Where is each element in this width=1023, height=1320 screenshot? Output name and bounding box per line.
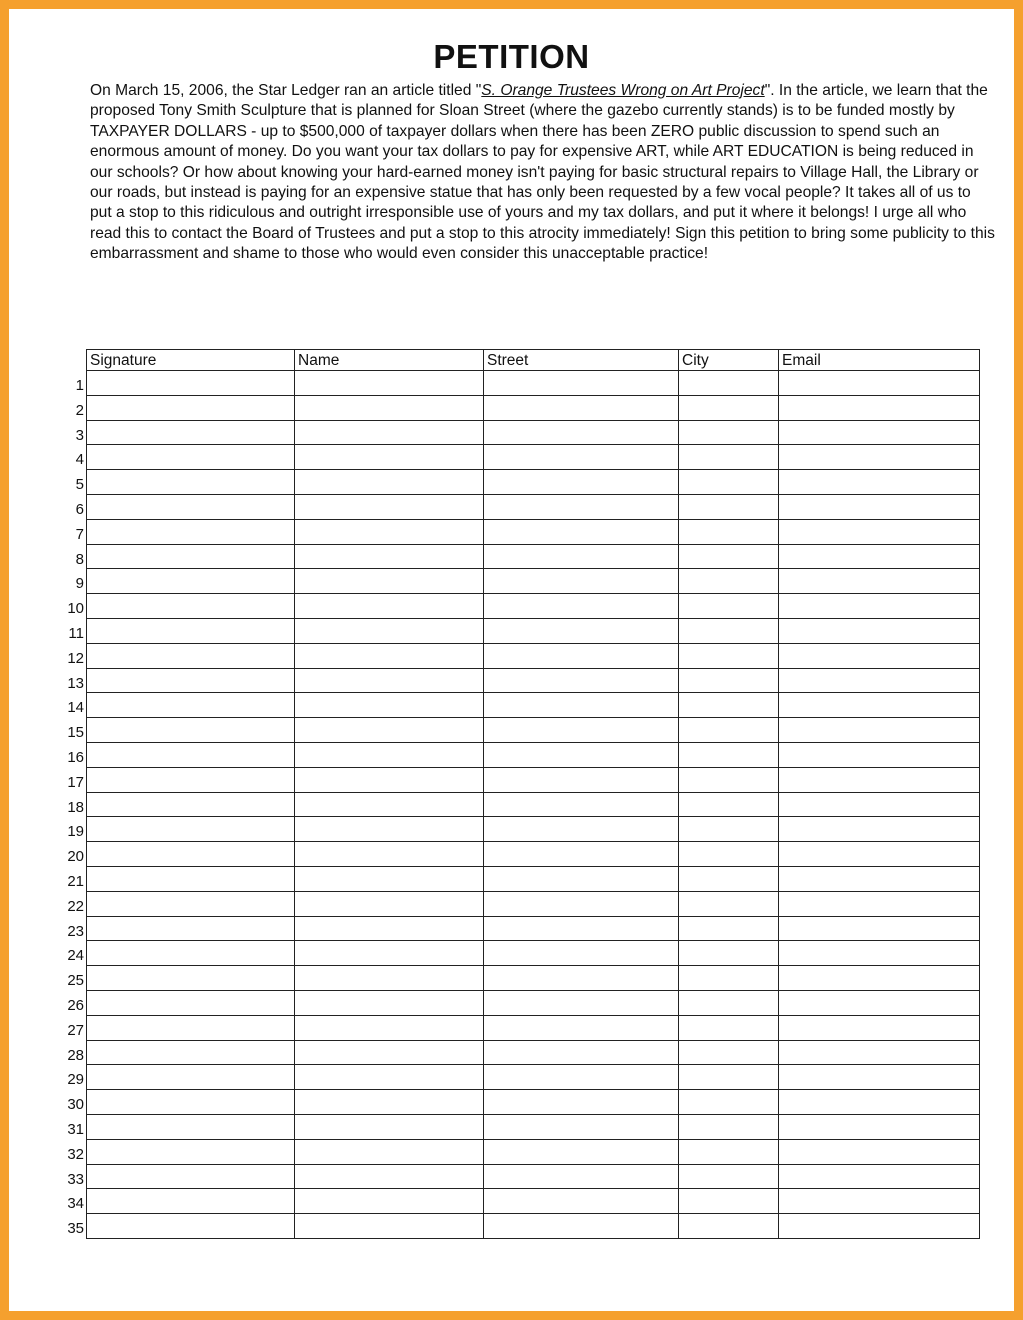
signature-cell-name[interactable] <box>295 1090 484 1115</box>
signature-cell-signature[interactable] <box>87 693 295 718</box>
signature-cell-email[interactable] <box>779 792 980 817</box>
row-number: 15 <box>67 724 84 741</box>
signature-cell-email[interactable] <box>779 1065 980 1090</box>
signature-cell-city[interactable] <box>679 668 779 693</box>
row-number: 34 <box>67 1195 84 1212</box>
signature-cell-signature[interactable] <box>87 395 295 420</box>
signature-cell-email[interactable] <box>779 718 980 743</box>
signature-cell-signature[interactable] <box>87 1214 295 1239</box>
signature-cell-city[interactable] <box>679 445 779 470</box>
signature-cell-name[interactable] <box>295 494 484 519</box>
signature-cell-city[interactable] <box>679 594 779 619</box>
signature-cell-name[interactable] <box>295 445 484 470</box>
row-number: 16 <box>67 749 84 766</box>
signature-cell-signature[interactable] <box>87 916 295 941</box>
signature-cell-name[interactable] <box>295 1114 484 1139</box>
signature-cell-name[interactable] <box>295 470 484 495</box>
signature-cell-name[interactable] <box>295 1040 484 1065</box>
article-title: S. Orange Trustees Wrong on Art Project <box>481 82 765 99</box>
signature-rows <box>87 371 980 1239</box>
signature-cell-email[interactable] <box>779 1189 980 1214</box>
signature-cell-name[interactable] <box>295 718 484 743</box>
signature-cell-name[interactable] <box>295 618 484 643</box>
signature-cell-street[interactable] <box>484 767 679 792</box>
document-title: PETITION <box>433 38 590 75</box>
signature-cell-city[interactable] <box>679 866 779 891</box>
signature-cell-email[interactable] <box>779 445 980 470</box>
signature-cell-street[interactable] <box>484 817 679 842</box>
row-number: 28 <box>67 1047 84 1064</box>
table-row <box>87 494 980 519</box>
signature-cell-signature[interactable] <box>87 1189 295 1214</box>
table-row <box>87 718 980 743</box>
signature-cell-email[interactable] <box>779 544 980 569</box>
signature-cell-city[interactable] <box>679 990 779 1015</box>
signature-cell-street[interactable] <box>484 693 679 718</box>
signature-cell-name[interactable] <box>295 519 484 544</box>
signature-table <box>86 349 980 1239</box>
row-number: 13 <box>67 675 84 692</box>
table-row <box>87 445 980 470</box>
signature-cell-email[interactable] <box>779 371 980 396</box>
signature-cell-city[interactable] <box>679 420 779 445</box>
signature-cell-name[interactable] <box>295 1189 484 1214</box>
signature-cell-signature[interactable] <box>87 1114 295 1139</box>
signature-cell-signature[interactable] <box>87 891 295 916</box>
signature-cell-street[interactable] <box>484 494 679 519</box>
signature-cell-email[interactable] <box>779 420 980 445</box>
signature-cell-street[interactable] <box>484 470 679 495</box>
signature-cell-email[interactable] <box>779 891 980 916</box>
table-row <box>87 420 980 445</box>
table-header-row <box>87 350 980 371</box>
signature-cell-name[interactable] <box>295 643 484 668</box>
signature-cell-signature[interactable] <box>87 1090 295 1115</box>
signature-cell-email[interactable] <box>779 916 980 941</box>
table-row <box>87 1040 980 1065</box>
signature-cell-signature[interactable] <box>87 1139 295 1164</box>
table-row <box>87 1189 980 1214</box>
signature-cell-name[interactable] <box>295 941 484 966</box>
signature-cell-city[interactable] <box>679 941 779 966</box>
signature-cell-name[interactable] <box>295 792 484 817</box>
signature-cell-signature[interactable] <box>87 767 295 792</box>
signature-cell-street[interactable] <box>484 1114 679 1139</box>
row-number: 26 <box>67 997 84 1014</box>
signature-cell-signature[interactable] <box>87 668 295 693</box>
row-number: 10 <box>67 600 84 617</box>
signature-cell-signature[interactable] <box>87 866 295 891</box>
row-number: 8 <box>75 551 84 568</box>
signature-cell-name[interactable] <box>295 693 484 718</box>
signature-cell-street[interactable] <box>484 519 679 544</box>
signature-cell-name[interactable] <box>295 990 484 1015</box>
signature-cell-street[interactable] <box>484 916 679 941</box>
signature-cell-city[interactable] <box>679 1040 779 1065</box>
signature-cell-signature[interactable] <box>87 941 295 966</box>
row-number: 9 <box>75 575 84 592</box>
signature-cell-signature[interactable] <box>87 1040 295 1065</box>
table-row <box>87 594 980 619</box>
signature-cell-name[interactable] <box>295 742 484 767</box>
signature-cell-email[interactable] <box>779 395 980 420</box>
row-number: 21 <box>67 873 84 890</box>
table-row <box>87 569 980 594</box>
row-number: 31 <box>67 1121 84 1138</box>
table-row <box>87 1065 980 1090</box>
signature-cell-street[interactable] <box>484 842 679 867</box>
row-number: 11 <box>68 625 84 642</box>
signature-cell-signature[interactable] <box>87 966 295 991</box>
signature-cell-email[interactable] <box>779 693 980 718</box>
signature-cell-name[interactable] <box>295 891 484 916</box>
signature-cell-street[interactable] <box>484 1214 679 1239</box>
signature-cell-name[interactable] <box>295 866 484 891</box>
signature-cell-name[interactable] <box>295 569 484 594</box>
table-row <box>87 916 980 941</box>
table-row <box>87 1015 980 1040</box>
signature-cell-street[interactable] <box>484 792 679 817</box>
row-number: 2 <box>75 402 84 419</box>
row-number: 19 <box>67 823 84 840</box>
signature-cell-city[interactable] <box>679 395 779 420</box>
signature-cell-city[interactable] <box>679 1214 779 1239</box>
signature-cell-city[interactable] <box>679 966 779 991</box>
table-row <box>87 1164 980 1189</box>
signature-cell-email[interactable] <box>779 594 980 619</box>
signature-cell-street[interactable] <box>484 742 679 767</box>
signature-cell-name[interactable] <box>295 371 484 396</box>
signature-cell-city[interactable] <box>679 1114 779 1139</box>
table-row <box>87 866 980 891</box>
signature-cell-street[interactable] <box>484 866 679 891</box>
signature-cell-street[interactable] <box>484 544 679 569</box>
signature-cell-name[interactable] <box>295 1214 484 1239</box>
signature-cell-signature[interactable] <box>87 817 295 842</box>
signature-cell-email[interactable] <box>779 569 980 594</box>
signature-cell-street[interactable] <box>484 371 679 396</box>
signature-cell-city[interactable] <box>679 693 779 718</box>
table-row <box>87 767 980 792</box>
row-number: 24 <box>67 947 84 964</box>
petition-paragraph <box>90 81 995 265</box>
signature-cell-signature[interactable] <box>87 470 295 495</box>
signature-cell-city[interactable] <box>679 742 779 767</box>
column-header-city: City <box>679 350 779 371</box>
signature-cell-signature[interactable] <box>87 494 295 519</box>
signature-cell-name[interactable] <box>295 395 484 420</box>
signature-cell-signature[interactable] <box>87 618 295 643</box>
signature-cell-name[interactable] <box>295 916 484 941</box>
signature-cell-email[interactable] <box>779 941 980 966</box>
signature-cell-city[interactable] <box>679 1065 779 1090</box>
row-number: 1 <box>75 377 84 394</box>
signature-cell-signature[interactable] <box>87 1065 295 1090</box>
signature-cell-name[interactable] <box>295 842 484 867</box>
signature-cell-email[interactable] <box>779 1015 980 1040</box>
signature-cell-city[interactable] <box>679 1164 779 1189</box>
column-header-email: Email <box>779 350 980 371</box>
signature-cell-name[interactable] <box>295 594 484 619</box>
signature-cell-street[interactable] <box>484 1164 679 1189</box>
signature-cell-signature[interactable] <box>87 990 295 1015</box>
signature-cell-city[interactable] <box>679 1189 779 1214</box>
signature-cell-city[interactable] <box>679 618 779 643</box>
signature-cell-street[interactable] <box>484 569 679 594</box>
row-number: 18 <box>67 799 84 816</box>
table-row <box>87 817 980 842</box>
signature-cell-email[interactable] <box>779 842 980 867</box>
signature-cell-name[interactable] <box>295 420 484 445</box>
signature-cell-name[interactable] <box>295 668 484 693</box>
signature-cell-signature[interactable] <box>87 842 295 867</box>
signature-cell-email[interactable] <box>779 494 980 519</box>
signature-cell-email[interactable] <box>779 1139 980 1164</box>
signature-cell-email[interactable] <box>779 1214 980 1239</box>
paragraph-intro: On March 15, 2006, the Star Ledger ran an article titled " <box>90 82 482 99</box>
signature-cell-street[interactable] <box>484 966 679 991</box>
row-number: 22 <box>67 898 84 915</box>
signature-cell-signature[interactable] <box>87 792 295 817</box>
row-number: 27 <box>67 1022 84 1039</box>
signature-cell-city[interactable] <box>679 792 779 817</box>
row-number: 20 <box>67 848 84 865</box>
table-row <box>87 395 980 420</box>
signature-cell-city[interactable] <box>679 842 779 867</box>
signature-cell-city[interactable] <box>679 1139 779 1164</box>
signature-cell-signature[interactable] <box>87 519 295 544</box>
table-row <box>87 742 980 767</box>
signature-cell-street[interactable] <box>484 1189 679 1214</box>
signature-cell-city[interactable] <box>679 916 779 941</box>
table-row <box>87 842 980 867</box>
signature-cell-street[interactable] <box>484 718 679 743</box>
signature-cell-street[interactable] <box>484 990 679 1015</box>
row-number: 14 <box>67 699 84 716</box>
signature-cell-email[interactable] <box>779 990 980 1015</box>
row-number: 23 <box>67 923 84 940</box>
signature-cell-city[interactable] <box>679 569 779 594</box>
row-number: 25 <box>67 972 84 989</box>
signature-cell-city[interactable] <box>679 1090 779 1115</box>
signature-cell-email[interactable] <box>779 668 980 693</box>
signature-cell-city[interactable] <box>679 519 779 544</box>
signature-cell-name[interactable] <box>295 544 484 569</box>
table-row <box>87 891 980 916</box>
table-row <box>87 470 980 495</box>
signature-cell-name[interactable] <box>295 1015 484 1040</box>
signature-cell-signature[interactable] <box>87 643 295 668</box>
signature-cell-signature[interactable] <box>87 569 295 594</box>
signature-cell-name[interactable] <box>295 1139 484 1164</box>
signature-cell-email[interactable] <box>779 817 980 842</box>
table-row <box>87 1114 980 1139</box>
signature-cell-email[interactable] <box>779 866 980 891</box>
signature-cell-name[interactable] <box>295 966 484 991</box>
table-row <box>87 1090 980 1115</box>
signature-cell-city[interactable] <box>679 767 779 792</box>
row-number: 33 <box>67 1171 84 1188</box>
signature-cell-street[interactable] <box>484 420 679 445</box>
table-row <box>87 371 980 396</box>
signature-cell-street[interactable] <box>484 1015 679 1040</box>
signature-cell-city[interactable] <box>679 371 779 396</box>
signature-cell-email[interactable] <box>779 1114 980 1139</box>
signature-cell-street[interactable] <box>484 643 679 668</box>
table-row <box>87 519 980 544</box>
row-number: 3 <box>75 427 84 444</box>
signature-cell-street[interactable] <box>484 1139 679 1164</box>
signature-cell-signature[interactable] <box>87 742 295 767</box>
signature-cell-street[interactable] <box>484 445 679 470</box>
table-row <box>87 693 980 718</box>
signature-cell-email[interactable] <box>779 1090 980 1115</box>
signature-cell-name[interactable] <box>295 817 484 842</box>
paragraph-rest: ". In the article, we learn that the proposed Tony Smith Sculpture that is planned for Sloan Street (where the gazebo currently stands) is to be funded mostly by TAXPAYER DOLLARS - up to $500,000 of taxpayer dollars when there has been ZERO public discussion to spend such an enormous amount of money. Do you want your tax dollars to pay for expensive ART, while ART EDUCATION is being reduced in our schools? Or how about knowing your hard-earned money isn't paying for basic structural repairs to Village Hall, the Library or our roads, but instead is paying for an expensive statue that has only been requested by a few vocal people? It takes all of us to put a stop to this ridiculous and outright irresponsible use of yours and my tax dollars, and put it where it belongs! I urge all who read this to contact the Board of Trustees and put a stop to this atrocity immediately! Sign this petition to bring some publicity to this embarrassment and shame to those who would even consider this unacceptable practice! <box>90 82 995 263</box>
signature-cell-city[interactable] <box>679 643 779 668</box>
signature-cell-city[interactable] <box>679 494 779 519</box>
row-number: 4 <box>75 451 84 468</box>
table-row <box>87 990 980 1015</box>
signature-cell-email[interactable] <box>779 966 980 991</box>
signature-cell-email[interactable] <box>779 1040 980 1065</box>
table-row <box>87 668 980 693</box>
signature-cell-email[interactable] <box>779 1164 980 1189</box>
signature-cell-city[interactable] <box>679 1015 779 1040</box>
signature-cell-city[interactable] <box>679 891 779 916</box>
signature-cell-city[interactable] <box>679 718 779 743</box>
signature-cell-name[interactable] <box>295 1164 484 1189</box>
row-number: 7 <box>75 526 84 543</box>
table-row <box>87 941 980 966</box>
table-row <box>87 1139 980 1164</box>
signature-cell-signature[interactable] <box>87 718 295 743</box>
signature-cell-city[interactable] <box>679 470 779 495</box>
signature-cell-signature[interactable] <box>87 445 295 470</box>
signature-cell-email[interactable] <box>779 742 980 767</box>
table-row <box>87 544 980 569</box>
signature-cell-signature[interactable] <box>87 371 295 396</box>
signature-cell-street[interactable] <box>484 668 679 693</box>
table-row <box>87 618 980 643</box>
row-number: 32 <box>67 1146 84 1163</box>
table-row <box>87 643 980 668</box>
signature-cell-street[interactable] <box>484 941 679 966</box>
signature-cell-email[interactable] <box>779 470 980 495</box>
table-row <box>87 966 980 991</box>
signature-cell-signature[interactable] <box>87 420 295 445</box>
signature-table-container <box>86 349 979 1239</box>
signature-cell-street[interactable] <box>484 395 679 420</box>
signature-cell-city[interactable] <box>679 544 779 569</box>
signature-cell-street[interactable] <box>484 1090 679 1115</box>
row-number: 29 <box>67 1071 84 1088</box>
signature-cell-city[interactable] <box>679 817 779 842</box>
column-header-name: Name <box>295 350 484 371</box>
signature-cell-email[interactable] <box>779 519 980 544</box>
signature-cell-email[interactable] <box>779 618 980 643</box>
signature-cell-email[interactable] <box>779 767 980 792</box>
row-number: 30 <box>67 1096 84 1113</box>
signature-cell-street[interactable] <box>484 618 679 643</box>
signature-cell-street[interactable] <box>484 1065 679 1090</box>
row-number: 35 <box>67 1220 84 1237</box>
signature-cell-signature[interactable] <box>87 544 295 569</box>
signature-cell-street[interactable] <box>484 1040 679 1065</box>
signature-cell-signature[interactable] <box>87 1015 295 1040</box>
signature-cell-street[interactable] <box>484 594 679 619</box>
column-header-street: Street <box>484 350 679 371</box>
signature-cell-name[interactable] <box>295 767 484 792</box>
signature-cell-signature[interactable] <box>87 1164 295 1189</box>
row-number: 5 <box>75 476 84 493</box>
row-number: 6 <box>75 501 84 518</box>
column-header-signature: Signature <box>87 350 295 371</box>
table-row <box>87 792 980 817</box>
signature-cell-street[interactable] <box>484 891 679 916</box>
row-number: 12 <box>67 650 84 667</box>
row-number: 17 <box>67 774 84 791</box>
signature-cell-name[interactable] <box>295 1065 484 1090</box>
signature-cell-email[interactable] <box>779 643 980 668</box>
signature-cell-signature[interactable] <box>87 594 295 619</box>
table-row <box>87 1214 980 1239</box>
